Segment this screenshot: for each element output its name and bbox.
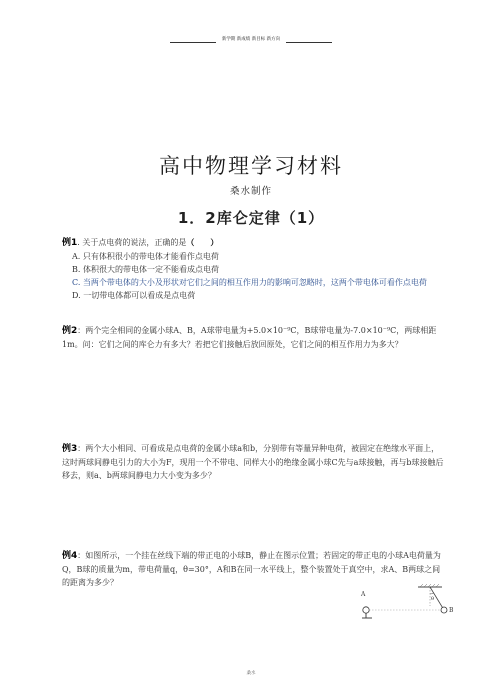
page-footer: 桑水 xyxy=(246,671,256,676)
question-2-label: 例2 xyxy=(62,326,78,336)
option-c: C. 当两个带电体的大小及形状对它们之间的相互作用力的影响可忽略时，这两个带电体可看作点电荷 xyxy=(72,278,427,287)
charge-diagram xyxy=(360,584,470,620)
page-header xyxy=(0,36,502,48)
header-rule-right xyxy=(286,42,332,43)
theta-label: θ xyxy=(431,596,435,602)
question-1-stem: . 关于点电荷的说法，正确的是 xyxy=(77,238,187,247)
ball-a-label: A xyxy=(361,591,366,598)
question-1 xyxy=(62,236,444,302)
question-1-stem-line xyxy=(62,236,444,250)
ball-a xyxy=(363,607,369,613)
question-3-label: 例3 xyxy=(62,444,78,454)
question-4 xyxy=(62,549,444,589)
question-3 xyxy=(62,442,444,482)
option-b: B. 体积很大的带电体一定不能看成点电荷 xyxy=(72,265,219,274)
header-text: 新学期 新成绩 新目标 新方向 xyxy=(221,37,281,42)
question-3-text: ：两个大小相同、可看成是点电荷的金属小球a和b，分别带有等量异种电荷，被固定在绝缘水平面上，这时两球间静电引力的大小为F，现用一个不带电、同样大小的绝缘金属小球C先与a球接触，再与b球接触后移去，则a、b两球间静电力大小变为多少？ xyxy=(62,444,444,480)
question-4-label: 例4 xyxy=(62,551,78,561)
question-2-text: ：两个完全相同的金属小球A、B，A球带电量为+5.0×10⁻⁹C，B球带电量为-7.0×10⁻⁹C，两球相距1m。问：它们之间的库仑力有多大？若把它们接触后放回原处，它们之间的相互作用力为多大？ xyxy=(62,326,437,349)
ball-b-label: B xyxy=(449,607,454,614)
answer-bracket: （ ） xyxy=(186,238,219,247)
question-1-label: 例1 xyxy=(62,238,78,248)
option-d: D. 一切带电体都可以看成是点电荷 xyxy=(72,291,196,300)
section-title: 1．2库仑定律（1） xyxy=(177,209,325,227)
document-subtitle: 桑水制作 xyxy=(229,186,272,197)
question-4-text: ：如图所示，一个挂在丝线下端的带正电的小球B，静止在图示位置；若固定的带正电的小球A电荷量为Q，B球的质量为m，带电荷量q，θ=30°，A和B在同一水平线上，整个装置处于真空中，求A、B两球之间的距离为多少？ xyxy=(62,551,441,587)
document-title: 高中物理学习材料 xyxy=(159,154,343,178)
option-a: A. 只有体积很小的带电体才能看作点电荷 xyxy=(72,252,219,261)
angle-arc xyxy=(430,593,434,594)
ball-b xyxy=(441,607,447,613)
question-2 xyxy=(62,324,444,351)
header-rule-left xyxy=(170,42,216,43)
